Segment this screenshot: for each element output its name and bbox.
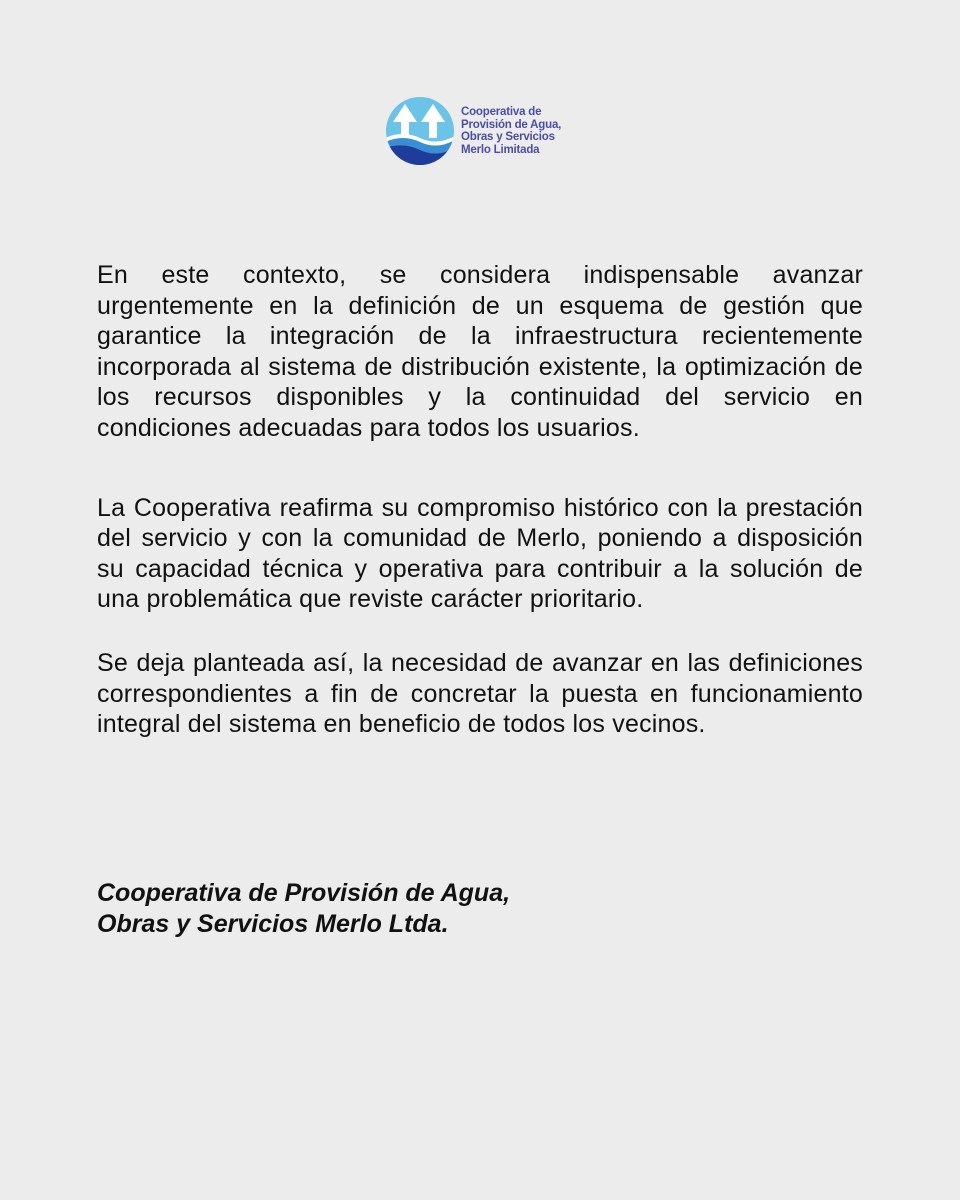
logo-text-line: Merlo Limitada xyxy=(461,143,540,156)
logo-text-line: Cooperativa de xyxy=(461,106,542,118)
paragraph: La Cooperativa reafirma su compromiso histórico con la prestación del servicio y con la comunidad de Merlo, poniendo a disposición su capacidad técnica y operativa para contribuir a la solución de una problemática que reviste carácter prioritario. xyxy=(97,493,863,614)
document-body xyxy=(97,260,863,740)
logo-text-line: Provisión de Agua, xyxy=(461,118,562,131)
signature-line: Cooperativa de Provisión de Agua, xyxy=(97,879,511,907)
paragraph: En este contexto, se considera indispensable avanzar urgentemente en la definición de un esquema de gestión que garantice la integración de la infraestructura recientemente incorporada al sistema de distribución existente, la optimización de los recursos disponibles y la continuidad del servicio en condiciones adecuadas para todos los usuarios. xyxy=(97,261,863,442)
signature xyxy=(97,878,510,940)
paragraph: Se deja planteada así, la necesidad de avanzar en las definiciones correspondientes a fin de concretar la puesta en funcionamiento integral del sistema en beneficio de todos los vecinos. xyxy=(97,648,863,739)
water-logo-icon xyxy=(385,96,455,166)
signature-line: Obras y Servicios Merlo Ltda. xyxy=(97,910,449,938)
cooperative-logo xyxy=(385,96,561,166)
logo-text-line: Obras y Servicios xyxy=(461,131,555,143)
